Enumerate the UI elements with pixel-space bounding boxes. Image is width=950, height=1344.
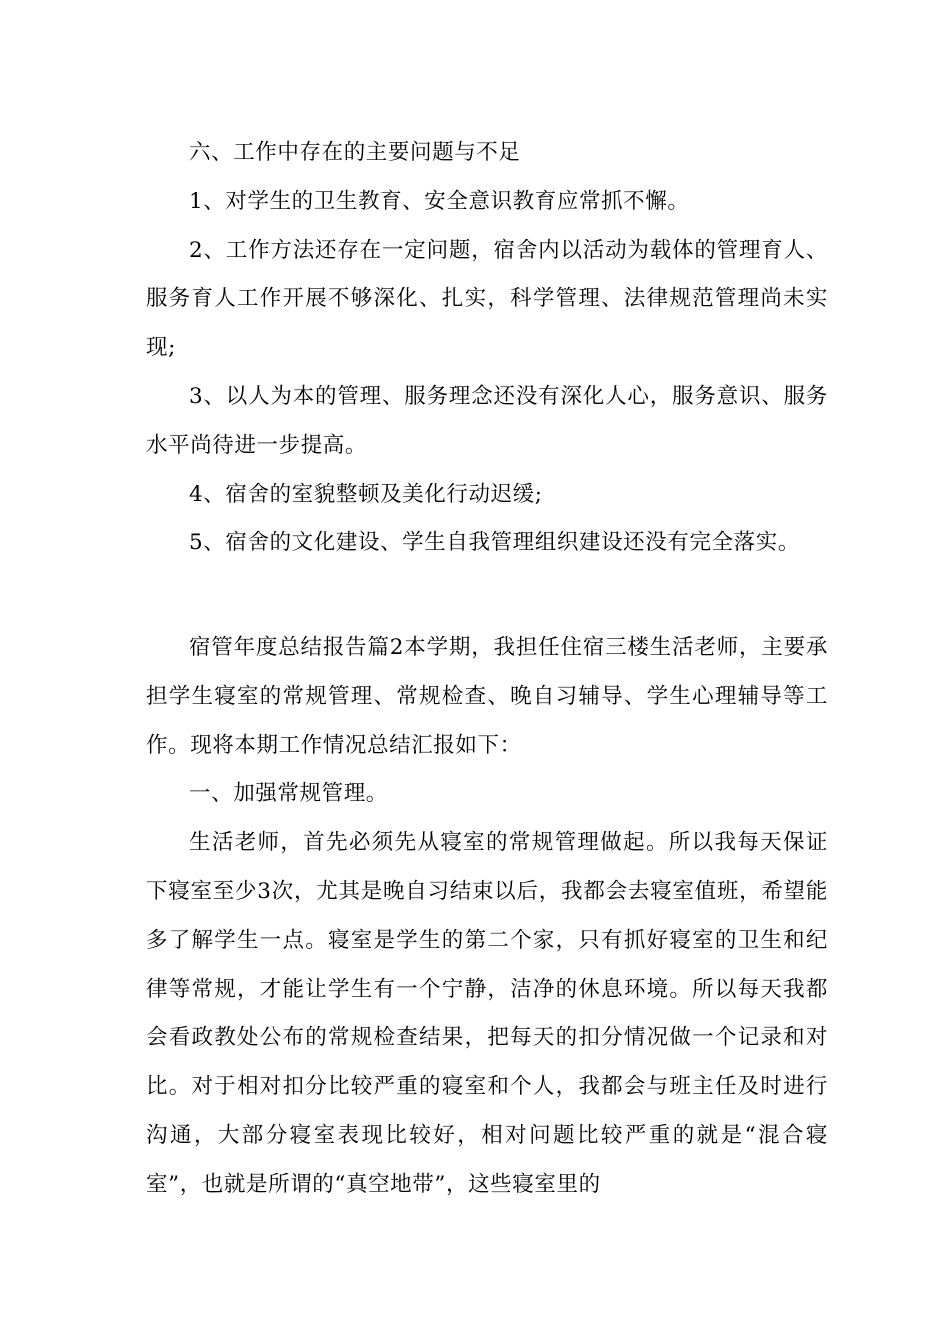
report-heading: 一、加强常规管理。: [189, 781, 388, 807]
problem-item-4: 4、宿舍的室貌整顿及美化行动迟缓;: [189, 481, 543, 507]
section-report: [146, 624, 828, 1210]
problem-item-1: 1、对学生的卫生教育、安全意识教育应常抓不懈。: [189, 188, 690, 214]
section-problems: [146, 129, 828, 568]
problem-item-5: 5、宿舍的文化建设、学生自我管理组织建设还没有完全落实。: [189, 530, 800, 556]
problem-item-2: 2、工作方法还存在一定问题，宿舍内以活动为载体的管理育人、服务育人工作开展不够深化、扎实，科学管理、法律规范管理尚未实现;: [146, 237, 828, 361]
report-intro: 宿管年度总结报告篇2本学期，我担任住宿三楼生活老师，主要承担学生寝室的常规管理、常规检查、晚自习辅导、学生心理辅导等工作。现将本期工作情况总结汇报如下：: [146, 635, 828, 758]
section-heading: 六、工作中存在的主要问题与不足: [189, 140, 521, 165]
problem-item-3: 3、以人为本的管理、服务理念还没有深化人心，服务意识、服务水平尚待进一步提高。: [146, 383, 828, 458]
report-body: 生活老师，首先必须先从寝室的常规管理做起。所以我每天保证下寝室至少3次，尤其是晚自习结束以后，我都会去寝室值班，希望能多了解学生一点。寝室是学生的第二个家，只有抓好寝室的卫生和纪律等常规，才能让学生有一个宁静，洁净的休息环境。所以每天我都会看政教处公布的常规检查结果，把每天的扣分情况做一个记录和对比。对于相对扣分比较严重的寝室和个人，我都会与班主任及时进行沟通，大部分寝室表现比较好，相对问题比较严重的就是“混合寝室”，也就是所谓的“真空地带”，这些寝室里的: [146, 830, 828, 1197]
